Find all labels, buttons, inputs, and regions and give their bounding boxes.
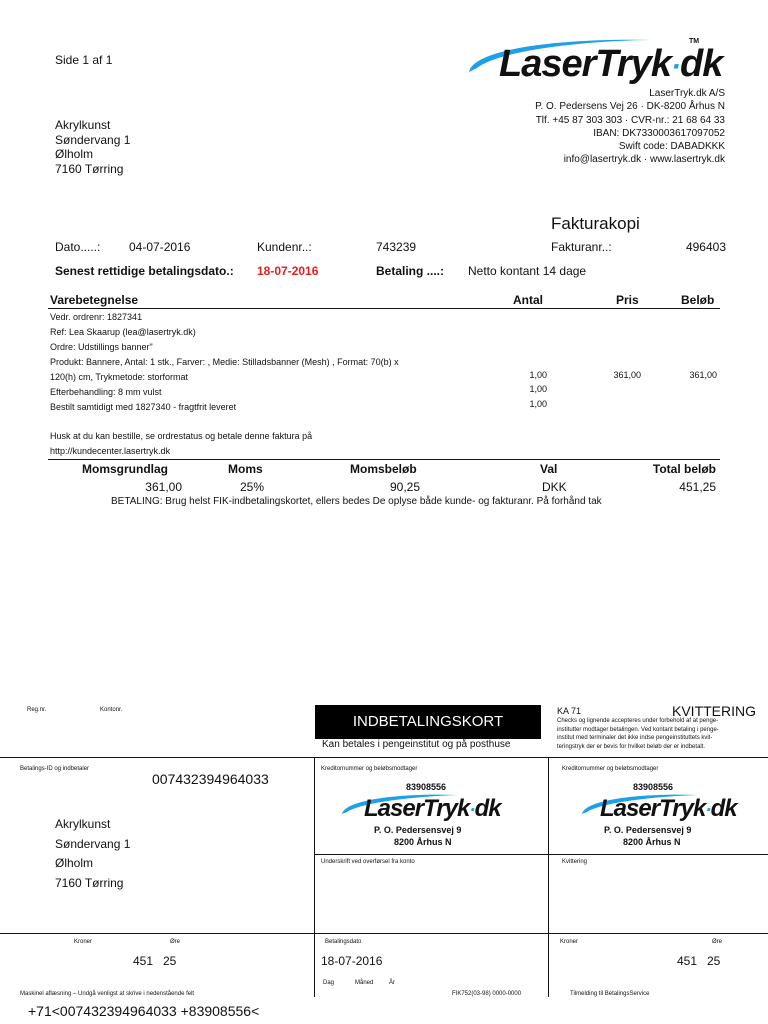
invoice-no-label: Fakturanr..: (551, 240, 612, 254)
due-date-value: 18-07-2016 (257, 264, 319, 278)
creditor-logo-receipt: LaserTryk·dk (578, 790, 748, 826)
item-qty: 1,00 (529, 399, 547, 409)
totals-divider (48, 459, 720, 460)
customer-no-label: Kundenr..: (257, 240, 312, 254)
slip-divider-vertical (314, 757, 315, 997)
date-value: 04-07-2016 (129, 240, 191, 254)
item-price: 361,00 (613, 370, 641, 380)
slip-divider-horizontal (314, 854, 768, 855)
address-line: Ølholm (55, 147, 94, 161)
receipt-text: Checks og lignende accepteres under forbehold af at penge- institutter modtager betalingen. Ved kontant betaling i penge- institut med terminaler det ikke indse pengeinstituttets kvit- teringstryk der er bevis for hvilket beløb der er indbetalt. (557, 718, 719, 750)
company-line: info@lasertryk.dk · www.lasertryk.dk (563, 154, 725, 166)
notice-line: Husk at du kan bestille, se ordrestatus og betale denne faktura på (50, 431, 313, 441)
item-line: Ordre: Udstillings banner" (50, 342, 153, 352)
payer-address (55, 815, 130, 893)
address-line: Søndervang 1 (55, 132, 131, 147)
totals-base-header: Momsgrundlag (82, 462, 168, 476)
ore-value-receipt: 25 (707, 954, 721, 968)
day-label: Dag (323, 980, 335, 986)
totals-total-header: Total beløb (652, 462, 716, 476)
address-line: Akrylkunst (55, 118, 111, 132)
signature-label: Underskrift ved overførsel fra konto (321, 859, 415, 865)
reg-no-label: Reg.nr. (27, 707, 47, 713)
creditor-city-receipt: 8200 Århus N (623, 837, 681, 847)
col-qty-header: Antal (513, 293, 543, 307)
ore-value: 25 (163, 954, 177, 968)
creditor-label: Kreditornummer og beløbsmodtager (321, 766, 418, 772)
payment-id-label: Betalings-ID og indbetaler (20, 766, 90, 772)
address-line: Akrylkunst (55, 817, 111, 831)
account-no-label: Kontonr. (100, 707, 123, 713)
company-line: IBAN: DK7330003617097052 (593, 127, 725, 139)
item-line: Vedr. ordrenr: 1827341 (50, 312, 143, 322)
item-line: Ref: Lea Skaarup (lea@lasertryk.dk) (50, 327, 196, 337)
receipt-label: Kvittering (562, 859, 588, 865)
address-line: 7160 Tørring (55, 875, 124, 890)
slip-divider-horizontal (0, 933, 768, 934)
address-line: Søndervang 1 (55, 836, 131, 851)
payment-id: 007432394964033 (152, 771, 269, 787)
item-line: Efterbehandling: 8 mm vulst (50, 387, 162, 397)
customer-center-link[interactable]: http://kundecenter.lasertryk.dk (50, 446, 171, 456)
totals-vat-amount-header: Momsbeløb (350, 462, 417, 476)
payment-label: Betaling ....: (376, 264, 445, 278)
company-info (535, 87, 725, 167)
page-label: Side 1 af 1 (55, 53, 113, 67)
col-amount-header: Beløb (681, 293, 715, 307)
kroner-label: Kroner (74, 939, 93, 945)
kroner-value-receipt: 451 (677, 954, 698, 968)
item-line: Produkt: Bannere, Antal: 1 stk., Farver: , Medie: Stilladsbanner (Mesh) , Format: 70(b) x (50, 357, 399, 367)
ore-label: Øre (170, 939, 181, 945)
payment-note: BETALING: Brug helst FIK-indbetalingskortet, ellers bedes De oplyse både kunde- og fakturanr. På forhånd tak (111, 496, 602, 507)
totals-base-value: 361,00 (145, 480, 182, 494)
totals-currency-header: Val (540, 462, 558, 476)
company-logo: LaserTryk·dk TM (463, 32, 733, 94)
ore-label-receipt: Øre (712, 939, 723, 945)
pay-date-label: Betalingsdato (325, 939, 362, 945)
machine-reading-label: Maskinel aflæsning – Undgå venligst at skrive i nedenstående felt (20, 991, 195, 997)
address-line: 7160 Tørring (55, 161, 124, 176)
customer-address (55, 118, 130, 176)
company-line: P. O. Pedersens Vej 26 · DK-8200 Århus N (535, 101, 725, 113)
company-line: Tlf. +45 87 303 303 · CVR-nr.: 21 68 64 33 (535, 114, 725, 126)
document-title: Fakturakopi (551, 214, 640, 233)
fik-code: FIK752(03-98) 0000-0000 (452, 991, 522, 997)
year-label: År (389, 980, 395, 986)
creditor-number: 83908556 (406, 782, 447, 792)
payment-card-subtitle: Kan betales i pengeinstitut og på posthuse (322, 739, 511, 750)
creditor-logo: LaserTryk·dk (338, 790, 508, 826)
receipt-title: KVITTERING (672, 703, 757, 719)
item-qty: 1,00 (529, 370, 547, 380)
totals-vat-value: 25% (240, 480, 265, 494)
creditor-address-receipt: P. O. Pedersensvej 9 (604, 825, 692, 835)
payment-value: Netto kontant 14 dage (468, 264, 587, 278)
creditor-number-receipt: 83908556 (633, 782, 674, 792)
item-qty: 1,00 (529, 384, 547, 394)
item-amount: 361,00 (689, 370, 717, 380)
item-line: 120(h) cm, Trykmetode: storformat (50, 372, 189, 382)
slip-divider-vertical (548, 757, 549, 997)
col-desc-header: Varebetegnelse (50, 293, 139, 307)
slip-divider-horizontal (0, 757, 768, 758)
creditor-label-receipt: Kreditornummer og beløbsmodtager (562, 766, 659, 772)
month-label: Måned (355, 980, 374, 986)
creditor-city: 8200 Århus N (394, 837, 452, 847)
totals-currency-value: DKK (542, 480, 567, 494)
items-header-divider (48, 308, 720, 309)
totals-vat-header: Moms (228, 462, 263, 476)
invoice-no-value: 496403 (685, 240, 726, 254)
company-line: Swift code: DABADKKK (618, 141, 725, 153)
address-line: Ølholm (55, 856, 94, 870)
col-price-header: Pris (616, 293, 639, 307)
kroner-label-receipt: Kroner (560, 939, 579, 945)
totals-total-value: 451,25 (679, 480, 716, 494)
ocr-line: +71<007432394964033 +83908556< (28, 1003, 260, 1019)
kroner-value: 451 (133, 954, 154, 968)
creditor-address: P. O. Pedersensvej 9 (374, 825, 462, 835)
totals-vat-amount-value: 90,25 (390, 480, 421, 494)
date-label: Dato.....: (55, 240, 101, 254)
pay-date-value: 18-07-2016 (321, 954, 383, 968)
payment-card-title: INDBETALINGSKORT (315, 705, 541, 739)
item-line: Bestilt samtidigt med 1827340 - fragtfrit leveret (50, 402, 237, 412)
company-line: LaserTryk.dk A/S (649, 88, 725, 99)
ka-code: KA 71 (557, 706, 582, 716)
customer-no-value: 743239 (376, 240, 417, 254)
betalingsservice-label: Tilmelding til BetalingsService (570, 991, 650, 997)
due-date-label: Senest rettidige betalingsdato.: (55, 264, 234, 278)
